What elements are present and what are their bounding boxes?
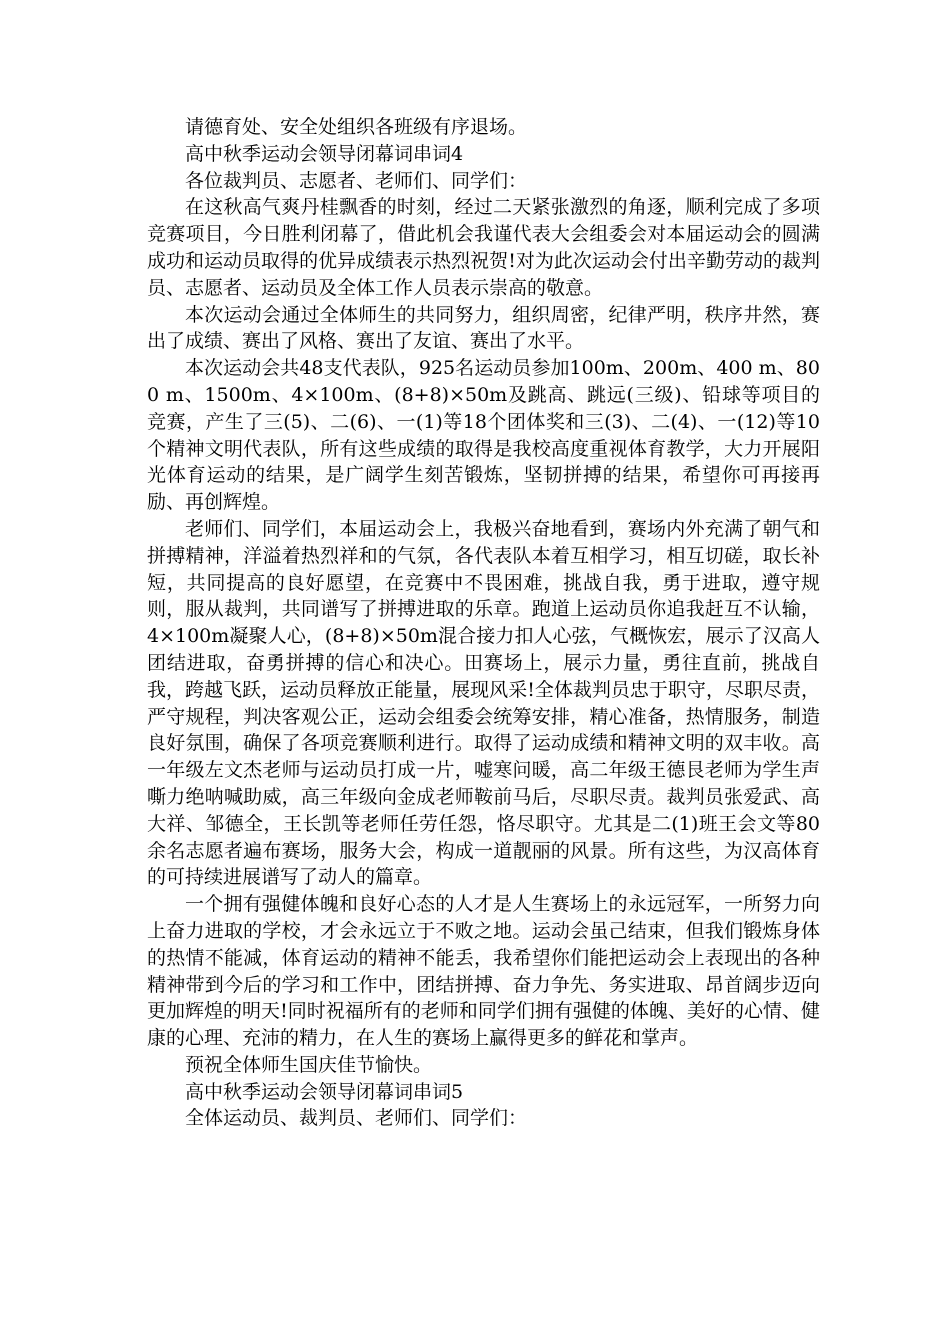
holiday-wish: 预祝全体师生国庆佳节愉快。 [185, 1053, 433, 1076]
body-paragraph: 本次运动会通过全体师生的共同努力，组织周密，纪律严明，秩序井然，赛出了成绩、赛出了风格、赛出了友谊、赛出了水平。 [147, 303, 820, 353]
body-paragraph: 在这秋高气爽丹桂飘香的时刻，经过二天紧张激烈的角逐，顺利完成了多项竞赛项目，今日胜利闭幕了，借此机会我谨代表大会组委会对本届运动会的圆满成功和运动员取得的优异成绩表示热烈祝贺!对为此次运动会付出辛勤劳动的裁判员、志愿者、运动员及全体工作人员表示崇高的敬意。 [147, 196, 820, 299]
closing-instruction: 请德育处、安全处组织各班级有序退场。 [185, 116, 528, 138]
body-paragraph: 一个拥有强健体魄和良好心态的人才是人生赛场上的永远冠军，一所努力向上奋力进取的学校，才会永远立于不败之地。运动会虽己结束，但我们锻炼身体的热情不能减，体育运动的精神不能丢，我希望你们能把运动会上表现出的各种精神带到今后的学习和工作中，团结拼搏、奋力争先、务实进取、昂首阔步迈向更加辉煌的明天!同时祝福所有的老师和同学们拥有强健的体魄、美好的心情、健康的心理、充沛的精力，在人生的赛场上赢得更多的鲜花和掌声。 [147, 893, 820, 1050]
section-heading-4: 高中秋季运动会领导闭幕词串词4 [185, 142, 464, 165]
section-heading-5: 高中秋季运动会领导闭幕词串词5 [185, 1080, 464, 1103]
document-page [147, 114, 820, 1132]
body-paragraph: 本次运动会共48支代表队，925名运动员参加100m、200m、400 m、800 m、1500m、4×100m、(8+8)×50m及跳高、跳远(三级)、铅球等项目的竞赛，产生了三(5)、二(6)、一(1)等18个团体奖和三(3)、二(4)、一(12)等10个精神文明代表队，所有这些成绩的取得是我校高度重视体育教学，大力开展阳光体育运动的结果，是广阔学生刻苦锻炼，坚韧拼搏的结果，希望你可再接再励、再创辉煌。 [147, 357, 820, 514]
body-paragraph: 老师们、同学们，本届运动会上，我极兴奋地看到，赛场内外充满了朝气和拼搏精神，洋溢着热烈祥和的气氛，各代表队本着互相学习，相互切磋，取长补短，共同提高的良好愿望，在竞赛中不畏困难，挑战自我，勇于进取，遵守规则，服从裁判，共同谱写了拼搏进取的乐章。跑道上运动员你追我赶互不认输，4×100m凝聚人心，(8+8)×50m混合接力扣人心弦，气概恢宏，展示了汉高人团结进取，奋勇拼搏的信心和决心。田赛场上，展示力量，勇往直前，挑战自我，跨越飞跃，运动员释放正能量，展现风采!全体裁判员忠于职守，尽职尽责，严守规程，判决客观公正，运动会组委会统筹安排，精心准备，热情服务，制造良好氛围，确保了各项竞赛顺利进行。取得了运动成绩和精神文明的双丰收。高一年级左文杰老师与运动员打成一片，嘘寒问暖，高二年级王德艮老师为学生声嘶力绝呐喊助威，高三年级向金成老师鞍前马后，尽职尽责。裁判员张爱武、高大祥、邹德全，王长凯等老师任劳任怨，恪尽职守。尤其是二(1)班王会文等80余名志愿者遍布赛场，服务大会，构成一道靓丽的风景。所有这些，为汉高体育的可持续进展谱写了动人的篇章。 [147, 517, 820, 889]
salutation: 全体运动员、裁判员、老师们、同学们： [185, 1107, 528, 1130]
salutation: 各位裁判员、志愿者、老师们、同学们： [185, 169, 528, 192]
